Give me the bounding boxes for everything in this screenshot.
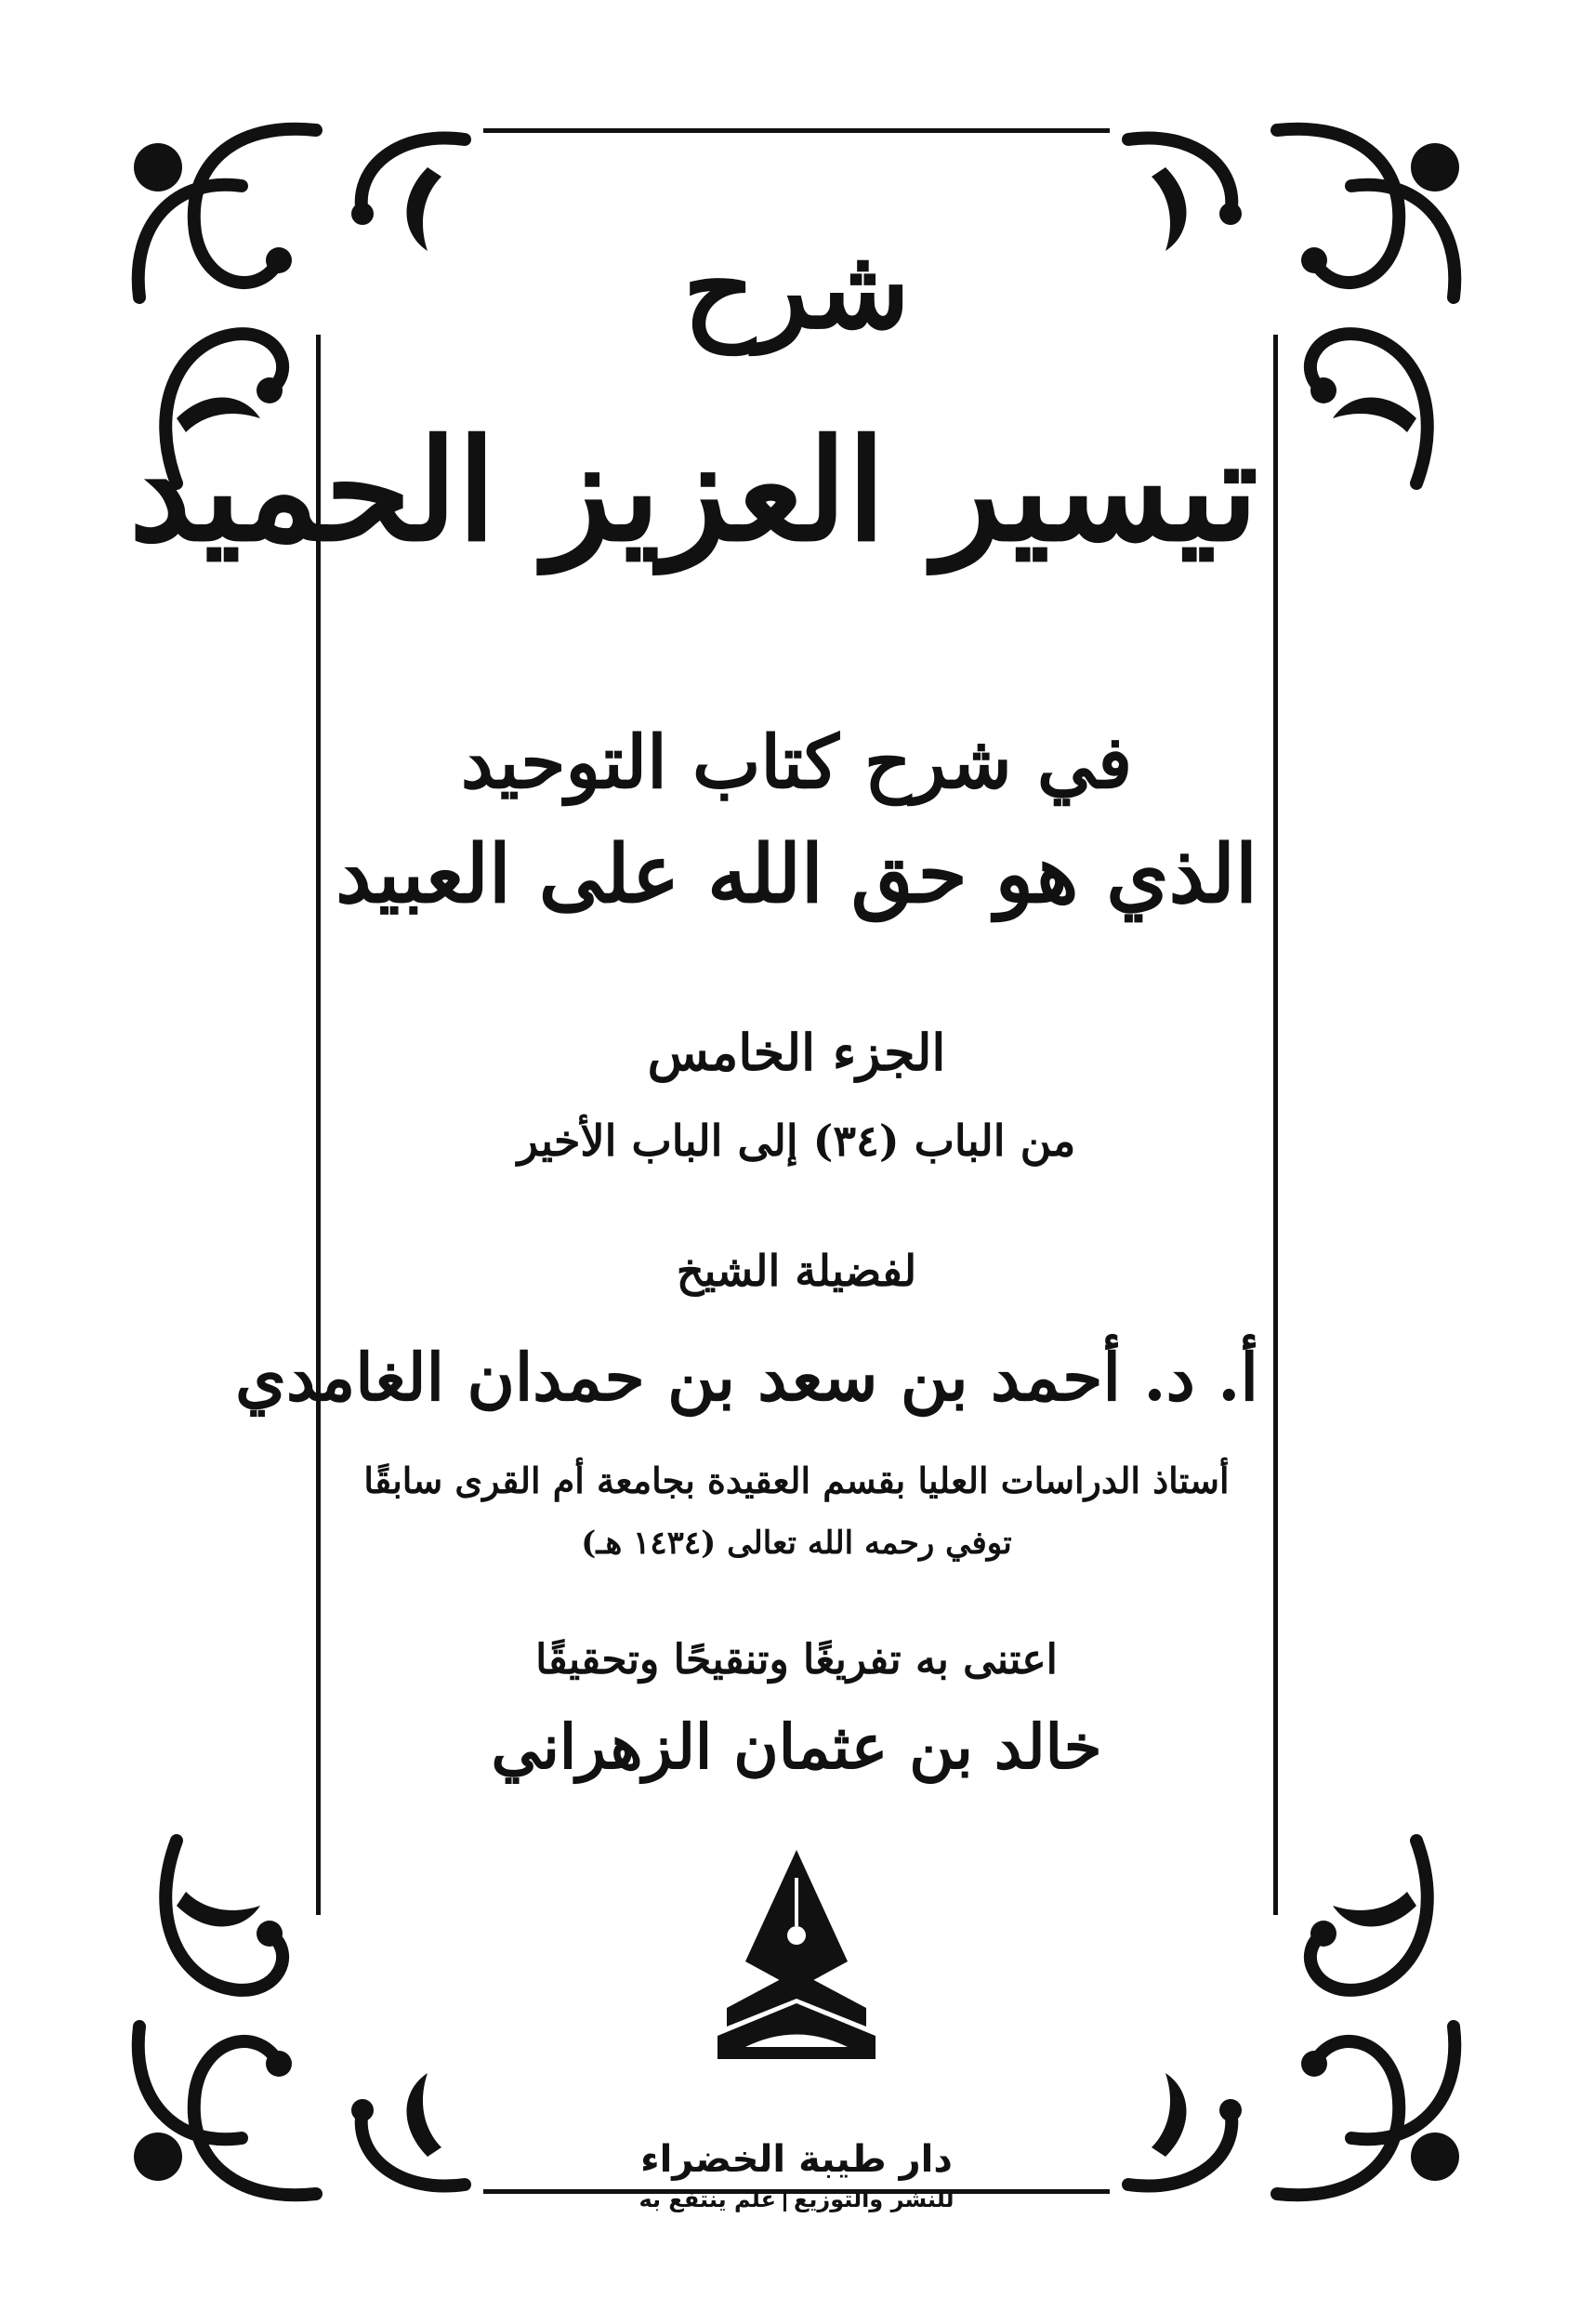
author-position: أستاذ الدراسات العليا بقسم العقيدة بجامعة أم القرى سابقًا	[363, 1459, 1230, 1501]
sharh-heading: شرح	[682, 223, 911, 354]
book-title: تيسير العزيز الحميد	[128, 409, 1258, 573]
frame-right-line	[1273, 335, 1278, 1915]
volume-label: الجزء الخامس	[647, 1023, 946, 1082]
author-intro-label: لفضيلة الشيخ	[676, 1246, 917, 1296]
publisher-tagline-a: للنشر والتوزيع	[794, 2186, 954, 2212]
publisher-tagline	[335, 2186, 1258, 2212]
author-death-note: توفي رحمه الله تعالى (١٤٣٤ هـ)	[581, 1525, 1012, 1562]
editor-name: خالد بن عثمان الزهراني	[491, 1710, 1102, 1783]
subtitle-line-2: الذي هو حق الله على العبيد	[336, 827, 1257, 921]
subtitle-line-1: في شرح كتاب التوحيد	[460, 720, 1133, 805]
chapter-range: من الباب (٣٤) إلى الباب الأخير	[517, 1116, 1076, 1166]
editor-intro-label: اعتنى به تفريغًا وتنقيحًا وتحقيقًا	[535, 1636, 1058, 1684]
publisher-name: دار طيبة الخضراء	[640, 2138, 953, 2181]
tagline-separator	[783, 2189, 786, 2212]
author-name: أ. د. أحمد بن سعد بن حمدان الغامدي	[235, 1339, 1258, 1416]
publisher-tagline-b: علم ينتفع به	[639, 2186, 776, 2212]
pen-nib-book-logo-icon	[708, 1850, 885, 2064]
